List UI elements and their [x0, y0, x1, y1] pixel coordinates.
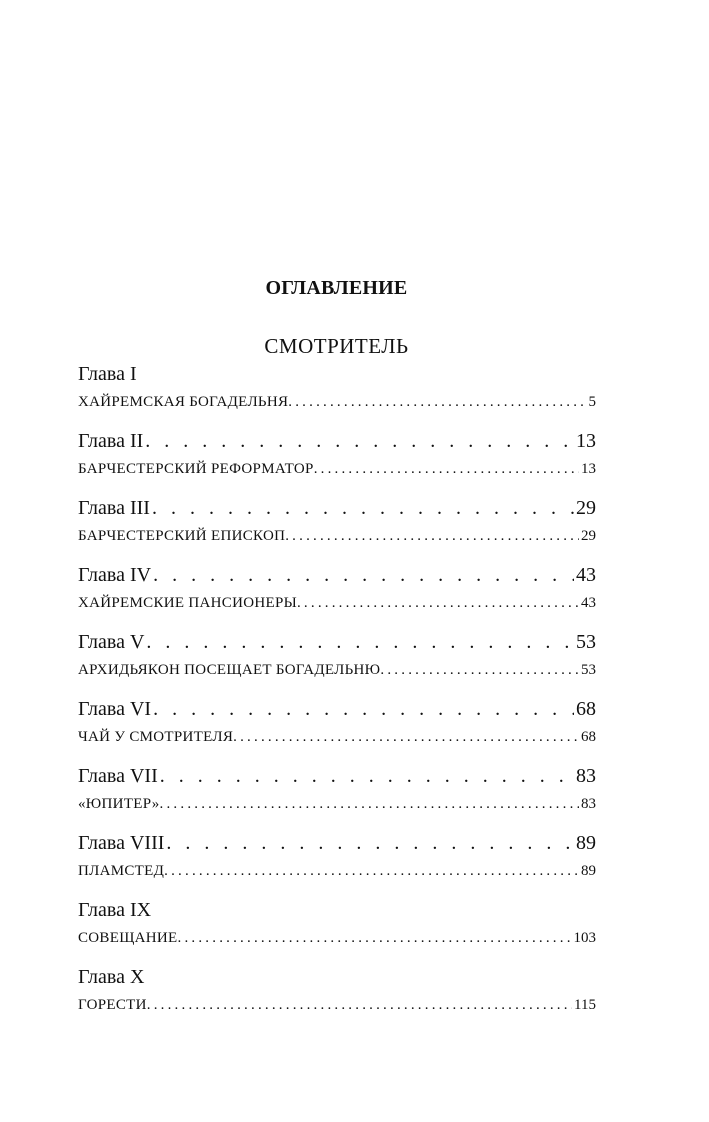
- dot-leader: [297, 590, 579, 616]
- title-page-number: 115: [574, 997, 596, 1013]
- dot-leader: [160, 791, 579, 817]
- title-page-number: 5: [588, 394, 596, 410]
- dot-leader: [147, 992, 572, 1018]
- chapter-row[interactable]: [78, 560, 596, 590]
- chapter-row[interactable]: [78, 359, 596, 389]
- chapter-label: Глава III: [78, 497, 150, 519]
- part-title: СМОТРИТЕЛЬ: [264, 334, 409, 358]
- chapter-label: Глава V: [78, 631, 145, 653]
- chapter-label: Глава X: [78, 966, 145, 988]
- chapter-page-number: 53: [576, 631, 596, 653]
- chapter-title: ПЛАМСТЕД: [78, 863, 165, 879]
- chapter-page-number: 89: [576, 832, 596, 854]
- chapter-page-number: 29: [576, 497, 596, 519]
- toc-entry: [78, 560, 596, 627]
- chapter-row[interactable]: [78, 895, 596, 925]
- title-page-number: 83: [581, 796, 596, 812]
- chapter-row[interactable]: [78, 962, 596, 992]
- chapter-page-number: 13: [576, 430, 596, 452]
- dot-leader: [178, 925, 572, 951]
- title-page-number: 29: [581, 528, 596, 544]
- chapter-title: СОВЕЩАНИЕ: [78, 930, 178, 946]
- chapter-page-number: 43: [576, 564, 596, 586]
- chapter-page-number: 83: [576, 765, 596, 787]
- toc-entry: [78, 627, 596, 694]
- dot-leader: [164, 828, 574, 858]
- chapter-title-row[interactable]: [78, 925, 596, 962]
- chapter-label: Глава VIII: [78, 832, 165, 854]
- dot-leader: [288, 389, 586, 415]
- title-page-number: 103: [573, 930, 596, 946]
- chapter-title-row[interactable]: [78, 992, 596, 1029]
- toc-entry: [78, 359, 596, 426]
- title-page-number: 13: [581, 461, 596, 477]
- chapter-title-row[interactable]: [78, 590, 596, 627]
- chapter-title: ЧАЙ У СМОТРИТЕЛЯ: [78, 729, 234, 745]
- chapter-label: Глава VII: [78, 765, 158, 787]
- chapter-row[interactable]: [78, 627, 596, 657]
- dot-leader: [285, 523, 579, 549]
- chapter-row[interactable]: [78, 493, 596, 523]
- chapter-label: Глава VI: [78, 698, 152, 720]
- toc-list: [78, 359, 596, 1029]
- chapter-title-row[interactable]: [78, 456, 596, 493]
- dot-leader: [144, 627, 574, 657]
- dot-leader: [380, 657, 579, 683]
- toc-entry: [78, 694, 596, 761]
- chapter-row[interactable]: [78, 761, 596, 791]
- chapter-title: АРХИДЬЯКОН ПОСЕЩАЕТ БОГАДЕЛЬНЮ: [78, 662, 381, 678]
- chapter-title-row[interactable]: [78, 724, 596, 761]
- dot-leader: [314, 456, 579, 482]
- chapter-title: «ЮПИТЕР»: [78, 796, 160, 812]
- dot-leader: [151, 560, 574, 590]
- toc-entry: [78, 895, 596, 962]
- title-page-number: 89: [581, 863, 596, 879]
- dot-leader: [164, 858, 579, 884]
- chapter-title: БАРЧЕСТЕРСКИЙ РЕФОРМАТОР: [78, 461, 314, 477]
- chapter-title-row[interactable]: [78, 523, 596, 560]
- chapter-title-row[interactable]: [78, 657, 596, 694]
- toc-heading: ОГЛАВЛЕНИЕ: [265, 277, 408, 299]
- chapter-row[interactable]: [78, 828, 596, 858]
- title-page-number: 53: [581, 662, 596, 678]
- toc-entry: [78, 426, 596, 493]
- chapter-title: БАРЧЕСТЕРСКИЙ ЕПИСКОП: [78, 528, 286, 544]
- chapter-page-number: 68: [576, 698, 596, 720]
- dot-leader: [233, 724, 579, 750]
- chapter-label: Глава II: [78, 430, 144, 452]
- chapter-label: Глава IV: [78, 564, 152, 586]
- toc-entry: [78, 828, 596, 895]
- dot-leader: [158, 761, 574, 791]
- chapter-title: ГОРЕСТИ: [78, 997, 147, 1013]
- chapter-label: Глава I: [78, 363, 137, 385]
- chapter-title: ХАЙРЕМСКИЕ ПАНСИОНЕРЫ: [78, 595, 297, 611]
- title-page-number: 43: [581, 595, 596, 611]
- dot-leader: [150, 493, 574, 523]
- chapter-title: ХАЙРЕМСКАЯ БОГАДЕЛЬНЯ: [78, 394, 289, 410]
- toc-entry: [78, 962, 596, 1029]
- chapter-title-row[interactable]: [78, 389, 596, 426]
- dot-leader: [151, 694, 574, 724]
- chapter-label: Глава IX: [78, 899, 152, 921]
- dot-leader: [143, 426, 574, 456]
- chapter-row[interactable]: [78, 426, 596, 456]
- toc-entry: [78, 761, 596, 828]
- chapter-title-row[interactable]: [78, 791, 596, 828]
- toc-entry: [78, 493, 596, 560]
- chapter-title-row[interactable]: [78, 858, 596, 895]
- title-page-number: 68: [581, 729, 596, 745]
- chapter-row[interactable]: [78, 694, 596, 724]
